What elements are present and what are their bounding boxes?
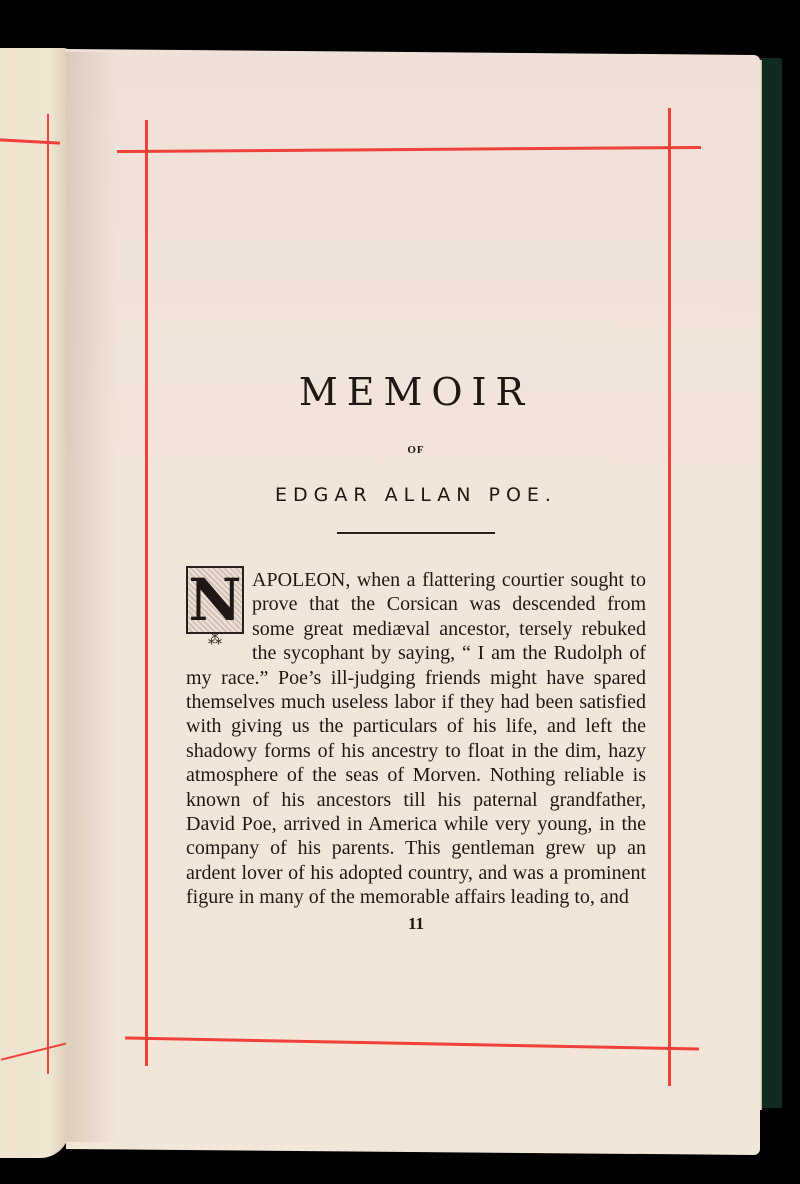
title-of: OF [407,444,425,456]
dropcap-letter: N [186,566,244,634]
left-page [0,48,70,1158]
left-page-rule-vertical [47,114,49,1074]
title-divider [337,532,495,534]
page-title: MEMOIR [298,370,534,414]
body-text: APOLEON, when a flattering courtier sought to prove that the Corsican was descended from some great mediæval ancestor, tersely rebuked the sycophant by saying, “ I am the Rudolph of my race.” Poe’s ill-judging friends might have spared themselves much useless labor if they had been satisfied with giving us the particulars of his life, and left the shadowy forms of his ancestry to float in the dim, hazy atmosphere of the seas of Morven. Nothing reliable is known of his ancestors till his paternal grandfather, David Poe, arrived in America while very young, in the company of his parents. This gentleman grew up an ardent lover of his adopted country, and was a prominent figure in many of the memorable affairs leading to, and [186,569,646,909]
dropcap-flourish-icon: ⁂ [208,633,222,648]
dropcap [186,566,244,656]
page-number: 11 [407,913,425,933]
border-rule-left [145,120,148,1066]
body-paragraph [186,565,646,910]
page-content [186,370,646,934]
left-page-rule-top [0,138,60,144]
border-rule-right [668,108,671,1086]
page-subtitle: EDGAR ALLAN POE. [275,484,557,506]
left-page-rule-bottom [1,1041,71,1060]
gutter-shadow [66,52,116,1142]
